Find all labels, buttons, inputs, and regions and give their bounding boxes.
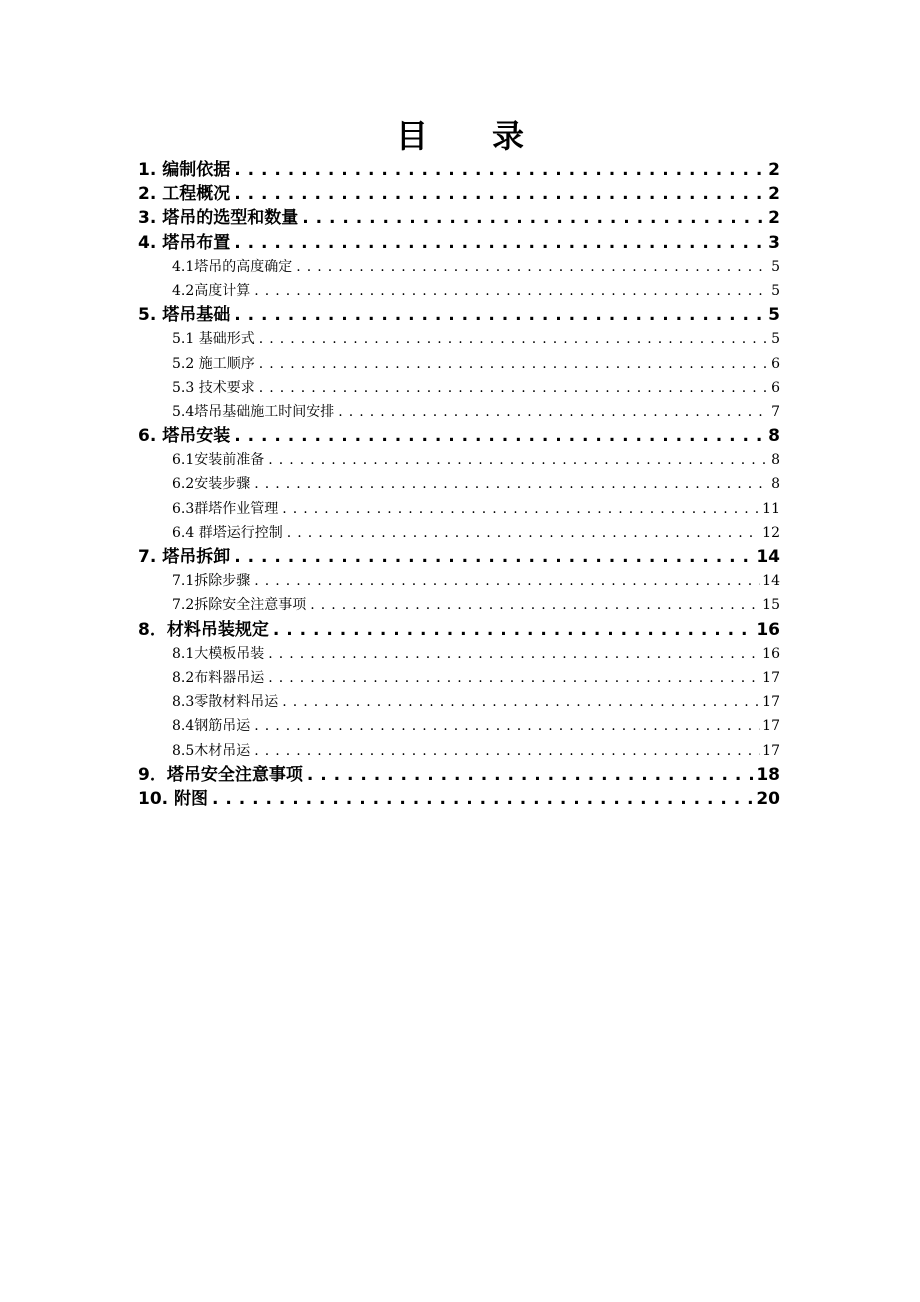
toc-entry-label: 2. 工程概况	[138, 184, 231, 205]
toc-entry-label: 8.1大模板吊装	[172, 645, 265, 662]
toc-dot-leader	[259, 352, 769, 376]
toc-entry-page-number: 2	[768, 208, 780, 229]
toc-entry-label: 10. 附图	[138, 788, 209, 809]
toc-entry-page-number: 3	[768, 232, 780, 253]
toc-dot-leader	[307, 763, 754, 787]
toc-dot-leader	[234, 303, 766, 327]
toc-dot-leader	[234, 231, 766, 255]
toc-entry-page-number: 5	[771, 331, 780, 348]
toc-entry-page-number: 7	[771, 403, 780, 420]
toc-entry-chapter[interactable]	[138, 303, 780, 327]
toc-dot-leader	[234, 158, 766, 182]
toc-entry-label: 5.1 基础形式	[172, 331, 255, 348]
toc-entry-page-number: 17	[762, 718, 780, 735]
toc-entry-label: 8.5木材吊运	[172, 742, 251, 759]
toc-dot-leader	[273, 618, 754, 642]
toc-entry-label: 4.1塔吊的高度确定	[172, 258, 293, 275]
toc-entry-label: 8.4钢筋吊运	[172, 718, 251, 735]
toc-entry-section[interactable]	[138, 352, 780, 376]
toc-entry-label: 1. 编制依据	[138, 160, 231, 180]
toc-entry-page-number: 14	[756, 547, 780, 567]
toc-entry-section[interactable]	[138, 666, 780, 690]
toc-entry-section[interactable]	[138, 690, 780, 714]
toc-entry-label: 6.2安装步骤	[172, 476, 251, 493]
toc-entry-section[interactable]	[138, 714, 780, 738]
toc-entry-label: 6. 塔吊安装	[138, 426, 231, 447]
toc-entry-section[interactable]	[138, 376, 780, 400]
table-of-contents	[138, 158, 780, 811]
toc-dot-leader	[259, 327, 769, 351]
toc-dot-leader	[287, 521, 760, 545]
toc-dot-leader	[254, 739, 760, 763]
toc-dot-leader	[338, 400, 769, 424]
toc-entry-page-number: 17	[762, 694, 780, 711]
toc-entry-page-number: 5	[768, 305, 780, 326]
toc-entry-section[interactable]	[138, 497, 780, 521]
toc-entry-page-number: 20	[756, 788, 780, 809]
toc-entry-label: 4. 塔吊布置	[138, 232, 231, 253]
toc-entry-section[interactable]	[138, 279, 780, 303]
toc-entry-label: 5. 塔吊基础	[138, 305, 231, 326]
toc-entry-page-number: 12	[762, 524, 780, 541]
toc-entry-label: 7.1拆除步骤	[172, 573, 251, 590]
toc-entry-label: 8.2布料器吊运	[172, 669, 265, 686]
toc-entry-page-number: 11	[762, 500, 780, 517]
toc-entry-section[interactable]	[138, 472, 780, 496]
toc-entry-label: 7. 塔吊拆卸	[138, 547, 231, 567]
toc-entry-section[interactable]	[138, 569, 780, 593]
toc-entry-label: 5.2 施工顺序	[172, 355, 255, 372]
toc-entry-label: 5.3 技术要求	[172, 379, 255, 396]
toc-dot-leader	[259, 376, 769, 400]
toc-dot-leader	[234, 545, 754, 569]
toc-entry-page-number: 2	[768, 184, 780, 205]
toc-entry-page-number: 15	[762, 597, 780, 614]
toc-entry-chapter[interactable]	[138, 424, 780, 448]
toc-entry-section[interactable]	[138, 327, 780, 351]
toc-entry-label: 4.2高度计算	[172, 282, 251, 299]
toc-entry-label: 6.1安装前准备	[172, 452, 265, 469]
toc-dot-leader	[254, 279, 769, 303]
toc-entry-page-number: 5	[771, 258, 780, 275]
toc-dot-leader	[254, 472, 769, 496]
toc-entry-section[interactable]	[138, 448, 780, 472]
toc-entry-chapter[interactable]	[138, 231, 780, 255]
toc-entry-chapter[interactable]	[138, 763, 780, 787]
toc-dot-leader	[212, 787, 754, 811]
toc-entry-page-number: 6	[771, 379, 780, 396]
toc-entry-chapter[interactable]	[138, 545, 780, 569]
toc-entry-page-number: 8	[771, 476, 780, 493]
toc-entry-page-number: 5	[771, 282, 780, 299]
toc-dot-leader	[302, 206, 766, 230]
toc-entry-chapter[interactable]	[138, 206, 780, 230]
toc-entry-page-number: 16	[762, 645, 780, 662]
toc-entry-label: 9．塔吊安全注意事项	[138, 764, 303, 785]
toc-entry-label: 5.4塔吊基础施工时间安排	[172, 403, 335, 420]
toc-entry-chapter[interactable]	[138, 182, 780, 206]
toc-entry-chapter[interactable]	[138, 618, 780, 642]
toc-entry-label: 8．材料吊装规定	[138, 619, 269, 640]
toc-entry-page-number: 6	[771, 355, 780, 372]
toc-title: 目 录	[395, 117, 524, 155]
toc-entry-label: 6.4 群塔运行控制	[172, 524, 283, 541]
toc-dot-leader	[234, 424, 766, 448]
toc-dot-leader	[282, 497, 760, 521]
toc-entry-page-number: 8	[771, 452, 780, 469]
toc-entry-chapter[interactable]	[138, 787, 780, 811]
toc-entry-page-number: 17	[762, 742, 780, 759]
toc-dot-leader	[310, 593, 760, 617]
toc-entry-page-number: 16	[756, 619, 780, 640]
toc-entry-section[interactable]	[138, 593, 780, 617]
toc-entry-label: 8.3零散材料吊运	[172, 694, 279, 711]
toc-dot-leader	[296, 255, 769, 279]
toc-dot-leader	[254, 569, 760, 593]
toc-entry-label: 7.2拆除安全注意事项	[172, 597, 307, 614]
toc-dot-leader	[268, 642, 760, 666]
toc-entry-label: 6.3群塔作业管理	[172, 500, 279, 517]
toc-entry-page-number: 18	[756, 764, 780, 785]
toc-entry-section[interactable]	[138, 521, 780, 545]
toc-entry-section[interactable]	[138, 739, 780, 763]
toc-dot-leader	[282, 690, 760, 714]
toc-entry-page-number: 14	[762, 573, 780, 590]
toc-entry-section[interactable]	[138, 255, 780, 279]
toc-entry-section[interactable]	[138, 642, 780, 666]
toc-dot-leader	[254, 714, 760, 738]
toc-entry-page-number: 17	[762, 669, 780, 686]
toc-entry-label: 3. 塔吊的选型和数量	[138, 208, 299, 229]
toc-dot-leader	[234, 182, 766, 206]
toc-dot-leader	[268, 448, 769, 472]
toc-entry-chapter[interactable]	[138, 158, 780, 182]
toc-entry-page-number: 2	[768, 160, 780, 180]
toc-dot-leader	[268, 666, 760, 690]
toc-entry-section[interactable]	[138, 400, 780, 424]
toc-entry-page-number: 8	[768, 426, 780, 447]
